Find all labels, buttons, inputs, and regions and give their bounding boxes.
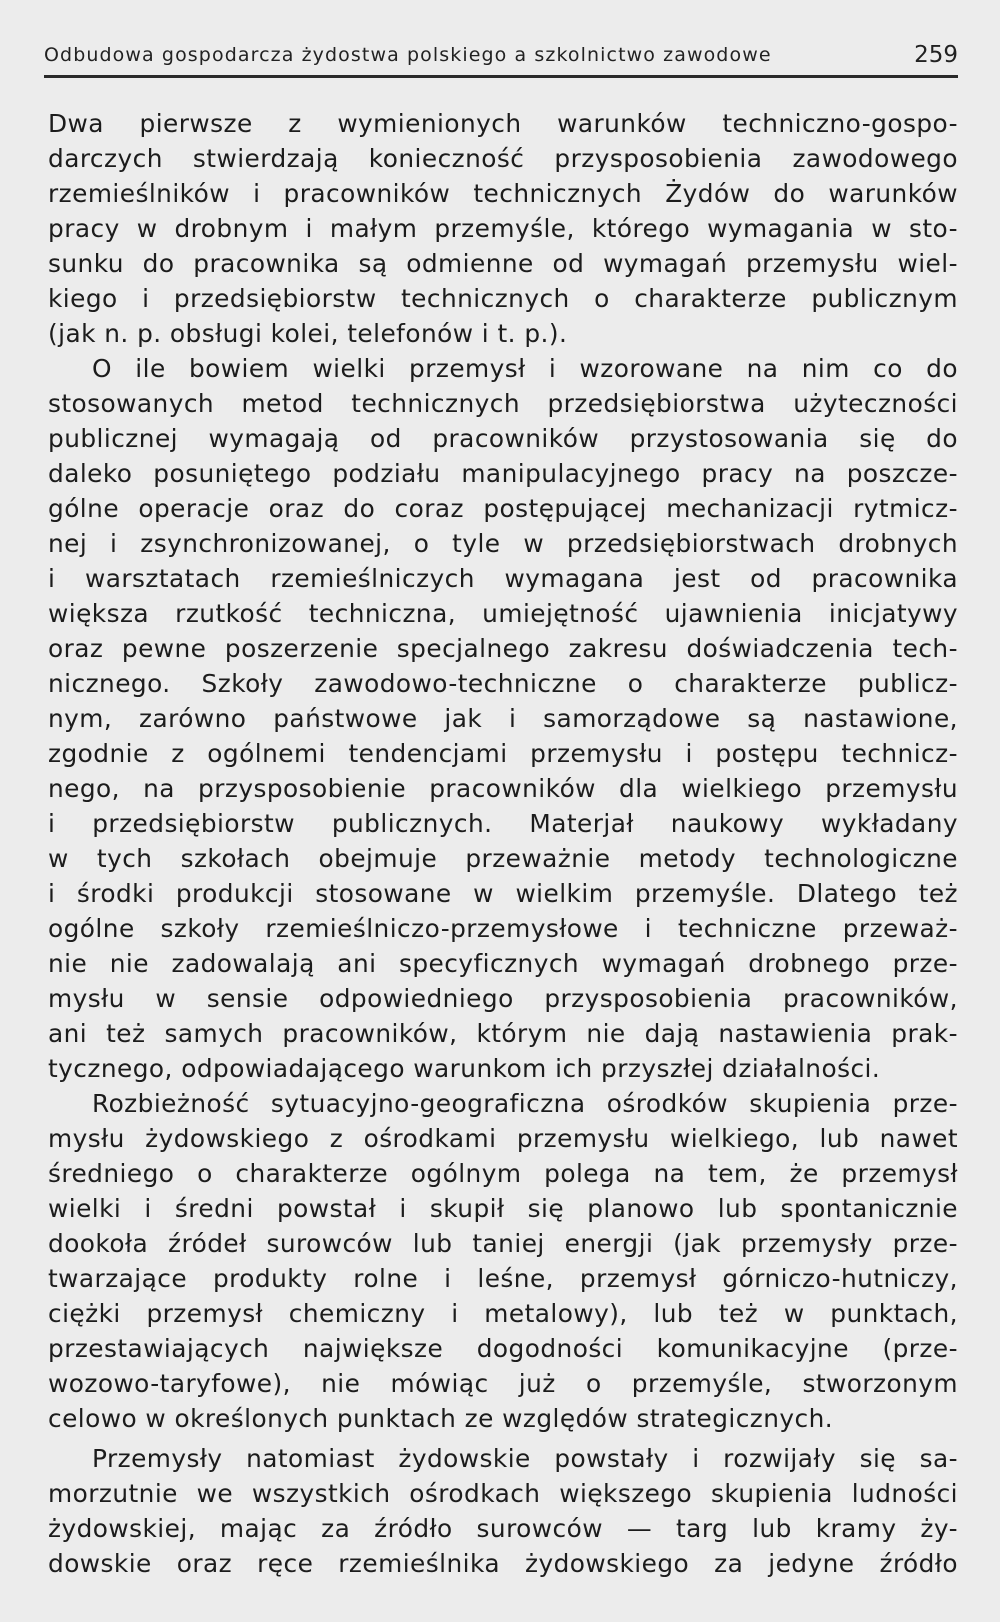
text-line: nej i zsynchronizowanej, o tyle w przedsiębiorstwach drobnych [48,529,958,558]
text-line: twarzające produkty rolne i leśne, przemysł górniczo-hutniczy, [48,1264,958,1293]
text-line: nicznego. Szkoły zawodowo-techniczne o charakterze publicz- [48,669,958,698]
text-line: ogólne szkoły rzemieślniczo-przemysłowe i techniczne przeważ- [48,914,958,943]
text-line: oraz pewne poszerzenie specjalnego zakresu doświadczenia tech- [48,634,958,663]
text-line: daleko posuniętego podziału manipulacyjnego pracy na poszcze- [48,459,958,488]
text-line: w tych szkołach obejmuje przeważnie metody technologiczne [48,844,958,873]
header-rule [44,75,958,78]
text-line: wozowo-taryfowe), nie mówiąc już o przemyśle, stworzonym [48,1369,958,1398]
text-line: gólne operacje oraz do coraz postępującej mechanizacji rytmicz- [48,494,958,523]
text-line: tycznego, odpowiadającego warunkom ich przyszłej działalności. [48,1054,881,1083]
text-line: nym, zarówno państwowe jak i samorządowe są nastawione, [48,704,958,733]
text-line: stosowanych metod technicznych przedsiębiorstwa użyteczności [48,389,958,418]
text-line: i przedsiębiorstw publicznych. Materjał naukowy wykładany [48,809,958,838]
text-line: pracy w drobnym i małym przemyśle, którego wymagania w sto- [48,214,958,243]
text-line: kiego i przedsiębiorstw technicznych o charakterze publicznym [48,284,958,313]
text-line: nego, na przysposobienie pracowników dla wielkiego przemysłu [48,774,958,803]
page-number: 259 [914,42,958,68]
text-line: Rozbieżność sytuacyjno-geograficzna ośrodków skupienia prze- [92,1089,958,1118]
text-line: Przemysły natomiast żydowskie powstały i rozwijały się sa- [92,1444,958,1473]
text-line: O ile bowiem wielki przemysł i wzorowane na nim co do [92,354,958,383]
text-line: ani też samych pracowników, którym nie dają nastawienia prak- [48,1019,958,1048]
text-line: przestawiających największe dogodności komunikacyjne (prze- [48,1334,958,1363]
text-line: nie nie zadowalają ani specyficznych wymagań drobnego prze- [48,949,958,978]
text-line: (jak n. p. obsługi kolei, telefonów i t. p.). [48,319,568,348]
text-line: morzutnie we wszystkich ośrodkach większego skupienia ludności [48,1479,958,1508]
page-header [44,42,958,72]
text-line: żydowskiej, mając za źródło surowców — targ lub kramy ży- [48,1514,958,1543]
text-line: zgodnie z ogólnemi tendencjami przemysłu i postępu technicz- [48,739,958,768]
text-line: sunku do pracownika są odmienne od wymagań przemysłu wiel- [48,249,958,278]
text-line: i środki produkcji stosowane w wielkim przemyśle. Dlatego też [48,879,958,908]
text-line: średniego o charakterze ogólnym polega na tem, że przemysł [48,1159,958,1188]
text-line: Dwa pierwsze z wymienionych warunków techniczno-gospo- [48,109,958,138]
text-line: mysłu w sensie odpowiedniego przysposobienia pracowników, [48,984,958,1013]
text-line: dookoła źródeł surowców lub taniej energji (jak przemysły prze- [48,1229,958,1258]
text-line: dowskie oraz ręce rzemieślnika żydowskiego za jedyne źródło [48,1549,958,1578]
running-title: Odbudowa gospodarcza żydostwa polskiego a szkolnictwo zawodowe [44,44,772,66]
text-line: celowo w określonych punktach ze względów strategicznych. [48,1404,834,1433]
text-line: ciężki przemysł chemiczny i metalowy), lub też w punktach, [48,1299,958,1328]
text-line: rzemieślników i pracowników technicznych Żydów do warunków [48,179,958,208]
text-line: wielki i średni powstał i skupił się planowo lub spontanicznie [48,1194,958,1223]
text-line: publicznej wymagają od pracowników przystosowania się do [48,424,958,453]
text-line: i warsztatach rzemieślniczych wymagana jest od pracownika [48,564,958,593]
body-text [48,106,958,1581]
text-line: większa rzutkość techniczna, umiejętność ujawnienia inicjatywy [48,599,958,628]
text-line: darczych stwierdzają konieczność przysposobienia zawodowego [48,144,958,173]
text-line: mysłu żydowskiego z ośrodkami przemysłu wielkiego, lub nawet [48,1124,958,1153]
